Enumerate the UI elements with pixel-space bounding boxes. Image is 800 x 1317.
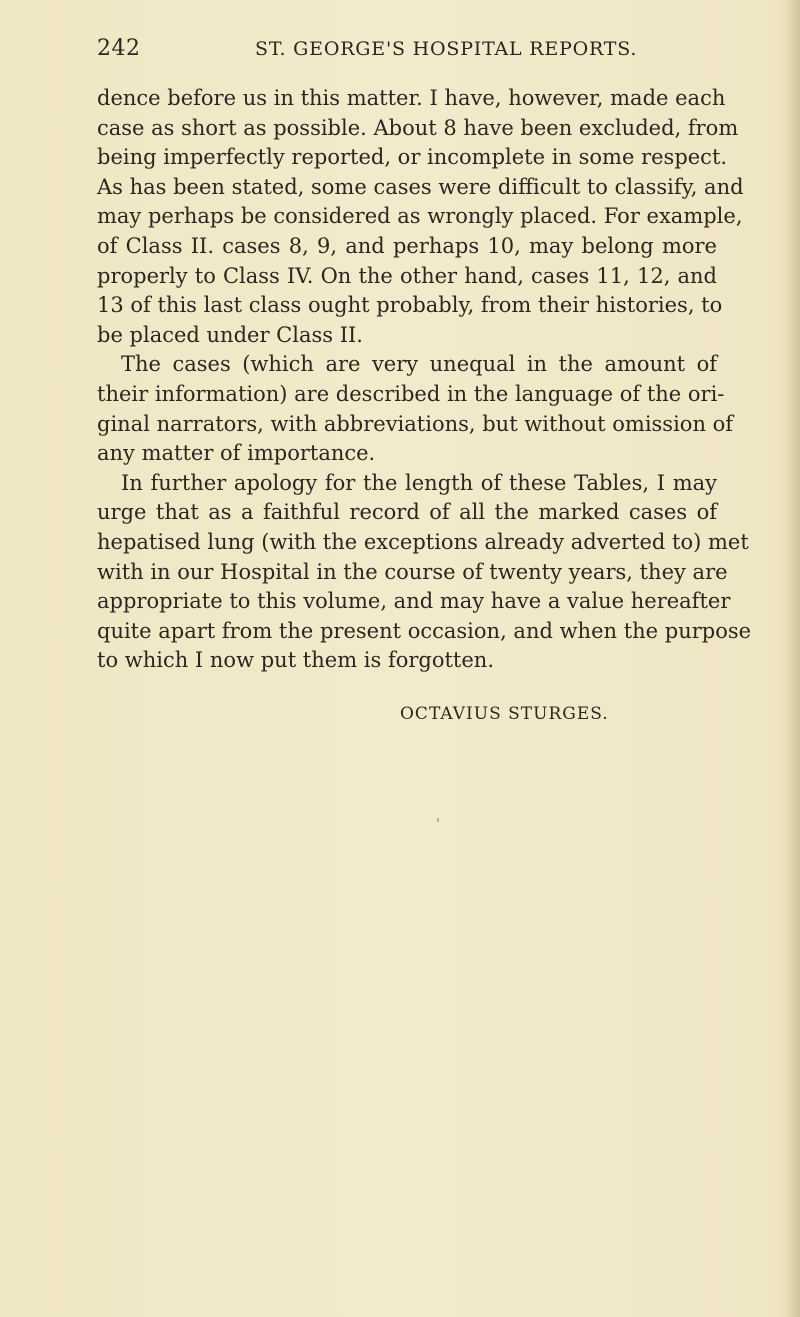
paper-speck — [437, 818, 439, 822]
running-head: ST. GEORGE'S HOSPITAL REPORTS. — [255, 38, 638, 60]
page-header — [97, 36, 713, 68]
text-line: to which I now put them is forgotten. — [97, 648, 495, 673]
text-line: with in our Hospital in the course of twenty years, they are — [97, 559, 728, 584]
author-signature: OCTAVIUS STURGES. — [400, 704, 609, 724]
text-line: hepatised lung (with the exceptions already adverted to) met — [97, 529, 749, 554]
text-line: dence before us in this matter. I have, however, made each — [97, 86, 726, 110]
text-line: ginal narrators, with abbreviations, but without omission of — [97, 411, 734, 436]
text-line: appropriate to this volume, and may have a value hereafter — [97, 589, 731, 614]
page-number: 242 — [97, 36, 141, 61]
text-line: case as short as possible. About 8 have been excluded, from — [97, 115, 739, 140]
page-edge-shadow — [786, 0, 800, 1317]
text-line: 13 of this last class ought probably, from their histories, to — [97, 293, 723, 318]
text-line: properly to Class IV. On the other hand, cases 11, 12, and — [97, 263, 717, 288]
text-line: may perhaps be considered as wrongly placed. For example, — [97, 204, 743, 229]
text-line: of Class II. cases 8, 9, and perhaps 10, may belong more — [97, 233, 717, 258]
text-line: be placed under Class II. — [97, 322, 363, 347]
text-line: urge that as a faithful record of all the marked cases of — [97, 500, 717, 525]
text-line: their information) are described in the language of the ori- — [97, 381, 725, 406]
text-line: In further apology for the length of these Tables, I may — [121, 470, 717, 495]
text-line: being imperfectly reported, or incomplete in some respect. — [97, 145, 728, 170]
text-line: quite apart from the present occasion, and when the purpose — [97, 618, 752, 643]
text-line: As has been stated, some cases were difficult to classify, and — [97, 174, 744, 199]
text-line: The cases (which are very unequal in the amount of — [121, 352, 717, 377]
body-text — [97, 84, 752, 676]
text-line: any matter of importance. — [97, 441, 376, 466]
